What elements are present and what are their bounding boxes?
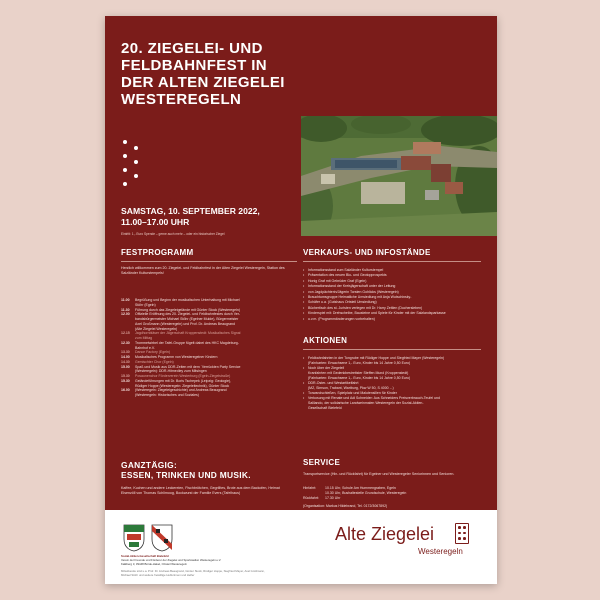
- program-row: [121, 298, 240, 302]
- verkauf-item-text: Informationsstand der Kreisjägerschaft unter der Leitung: [308, 284, 396, 289]
- verkauf-item-text: Büchertisch des st. Juristen verlegen mit Dr. Harry Zeitlen (Duchersleben): [308, 305, 423, 310]
- program-row: [121, 308, 240, 312]
- aktionen-item-text: (Fahrkarten: Erwachsene 1,- Euro, Kinder bis 14 Jahre 0,50 Euro): [308, 361, 411, 365]
- service-contact: (Organisation: Markus Hildebrand, Tel. 0172/3067892): [303, 504, 388, 508]
- program-text: Rüdiger Hoppe (Westeregeln: Ziegeleitechnik), Günter Stock: [135, 383, 230, 388]
- verkauf-item: [303, 268, 383, 273]
- service-label: Hinfahrt:: [303, 486, 317, 490]
- bullet-icon: •: [303, 381, 305, 385]
- aktionen-heading: AKTIONEN: [303, 336, 348, 345]
- verkauf-item: [303, 306, 422, 311]
- bullet-icon: •: [303, 311, 305, 316]
- poster-footer: [105, 510, 497, 584]
- service-text: 10.30 Uhr, Bushaltestelle Grundschule, Westeregeln: [325, 491, 407, 495]
- event-date-time: 11.00–17.00 UHR: [121, 217, 190, 227]
- program-text: Gemischter Chor (Egeln): [135, 359, 174, 364]
- aktionen-item: [303, 361, 410, 366]
- bullet-icon: •: [303, 284, 305, 289]
- program-text: Jagdhornbläser der Jägerschaft Kroppenstedt: Musikalisches Signal: [135, 331, 241, 336]
- aktionen-item-text: Torwandschießen, Spielplatz und Malutensilien für Kinder: [308, 391, 397, 395]
- program-text: Geländeführungen mit Dr. Boris Tschepek (Leipzig: Geologie),: [135, 378, 232, 383]
- program-row: [121, 327, 177, 331]
- program-time: 15.30: [121, 378, 130, 383]
- bullet-icon: •: [303, 273, 305, 278]
- brick-logo-icon: [455, 523, 469, 544]
- brand-subtitle: Westeregeln: [418, 547, 463, 556]
- program-text: Begrüßung und Beginn der musikalischen Unterhaltung mit Michael: [135, 298, 240, 302]
- ganztaegig-heading: [121, 460, 251, 480]
- program-row: [121, 322, 235, 326]
- service-text: 17.30 Uhr: [325, 496, 341, 500]
- program-row: [121, 365, 240, 369]
- program-text: (Westeregeln: Ziegeleigeschichte) und Andreas Beaugrand: [135, 388, 227, 393]
- bullet-icon: •: [303, 305, 305, 310]
- bullet-icon: •: [303, 391, 305, 395]
- verkauf-item: [303, 295, 411, 300]
- program-text: (Westeregeln: Historisches und Soziales): [135, 393, 199, 397]
- aktionen-item-text: Salilando, der solidarische Landweinmalen Westeregeln der Sozial-Aktien-: [308, 401, 424, 405]
- program-text: Spaß und Musik aus DDR-Zeiten mit dem ´Verrückten Party Service: [135, 364, 241, 369]
- verkauf-item-text: Kinderspiel mit: Drehscheibe, Bausteine und Spiele für Kinder mit der Salzlandsparkasse: [308, 311, 446, 316]
- bullet-icon: •: [303, 300, 305, 305]
- verkauf-item: [303, 273, 387, 278]
- program-time: 12.30: [121, 340, 130, 345]
- program-row: [121, 379, 231, 383]
- festprogramm-heading: FESTPROGRAMM: [121, 248, 194, 257]
- footer-org-line: Verein der Freunde und Förderer der Ziegelei und Sportstadion Westeregeln e.V.: [121, 558, 222, 562]
- divider: [303, 261, 481, 262]
- program-row: [121, 317, 238, 321]
- program-text: Dance Factory (Egeln): [135, 350, 171, 355]
- program-row: [121, 346, 155, 350]
- program-time: 12.00: [121, 312, 130, 317]
- service-intro: Transportservice (Hin- und Rückfahrt) für Egelner und Westeregeler Seniorinnen und Senioren.: [303, 472, 455, 476]
- program-row: [121, 393, 199, 397]
- ganztaegig-heading-line: ESSEN, TRINKEN UND MUSIK.: [121, 470, 251, 480]
- coat-of-arms-icon: [123, 524, 145, 552]
- title-line: 20. ZIEGELEI- UND: [121, 40, 263, 57]
- bullet-icon: •: [303, 295, 305, 299]
- verkauf-item-text: Informationsstand zum Salzländer Kulturstempel: [308, 268, 384, 272]
- program-row: [121, 341, 239, 345]
- aktionen-item-text: Kranfahrten mit Gedenkbestreitster Steffen Mund (Kroppenstedt): [308, 371, 409, 375]
- divider: [121, 261, 297, 262]
- verkauf-heading: VERKAUFS- UND INFOSTÄNDE: [303, 248, 431, 257]
- verkauf-item-text: Honig Graf mit Gebrüder Graf (Egeln): [308, 278, 367, 283]
- program-row: [121, 360, 174, 364]
- program-text: Posaunenchor Förderverein Westerburg (Egeln-Ziegelstraße): [135, 374, 231, 378]
- verkauf-item: [303, 284, 395, 289]
- program-text: zum Mittag: [135, 336, 153, 340]
- footer-org-line: Sozial-Aktien-Gesellschaft Bielefeld: [121, 554, 169, 558]
- verkauf-item-text: Präsentation des neuen Bio- und Geotopprospekts: [308, 273, 387, 278]
- aerial-photo: [301, 116, 497, 236]
- program-text: Axel Großmann (Westeregeln) und Prof. Dr. Andreas Beaugrand: [135, 321, 235, 326]
- service-row: [303, 486, 396, 490]
- footer-fine-line: Mitwirkende sind u.a. Prof. Dr. Andreas Beaugrand, Günter Stock, Rüdiger Hoppe, Siegfried Mayer, Axel Großmann,: [121, 569, 265, 573]
- aktionen-item: [303, 386, 394, 391]
- program-row: [121, 336, 152, 340]
- program-text: Trommelwirbel der Tafel-Gruppe fügelt dabei des HKC Magdeburg-: [135, 340, 239, 345]
- program-time: 11.30: [121, 307, 130, 312]
- aktionen-item-text: Feldbahnfahrten in der Tongrube mit Rüdiger Hoppe und Siegfried Mayer (Westeregeln): [308, 356, 445, 360]
- verkauf-item: [303, 300, 377, 305]
- program-row: [121, 312, 240, 316]
- title-line: WESTEREGELN: [121, 91, 242, 108]
- service-row: [303, 496, 340, 500]
- program-time: 15.00: [121, 364, 130, 369]
- program-time: 15.30: [121, 374, 130, 378]
- program-row: [121, 369, 207, 373]
- verkauf-item: [303, 311, 446, 316]
- aktionen-item-text: DDR-Oster- und Westartikelfahrt: [308, 381, 359, 385]
- program-row: [121, 331, 240, 335]
- divider: [303, 349, 481, 350]
- aerial-photo-illustration: [301, 116, 497, 236]
- program-row: [121, 303, 156, 307]
- service-row: [303, 491, 406, 495]
- program-text: Offizielle Eröffnung des 20. Ziegelei- und Feldbahnfestes durch Ver-: [135, 312, 241, 317]
- footer-fine-line: Michael Stöhr und weitere freiwillige Helferinnen und Helfer: [121, 573, 195, 577]
- aktionen-item: [303, 396, 440, 401]
- bullet-icon: •: [303, 278, 305, 283]
- program-text: Stöhr (Egeln): [135, 302, 156, 307]
- program-time: 11.00: [121, 298, 130, 302]
- bullet-icon: •: [303, 316, 305, 321]
- aktionen-item: [303, 356, 444, 361]
- festprogramm-intro: Herzlich willkommen zum 20. Ziegelei- und Feldbahnfest in der Alten Ziegelei Westeregeln, Station des Salzländer Kulturstempels!: [121, 266, 285, 276]
- program-time: 14.00: [121, 355, 130, 359]
- entry-fee-note: Eintritt: 1,- Euro Spende – gerne auch mehr – oder ein historischer Ziegel: [121, 232, 225, 236]
- ganztaegig-heading-line: GANZTÄGIG:: [121, 460, 178, 470]
- bullet-icon: •: [303, 356, 305, 360]
- aktionen-item-text: Noch über der Ziegelei!: [308, 366, 345, 370]
- event-poster: [105, 16, 497, 584]
- event-date: [121, 206, 260, 228]
- title-line: DER ALTEN ZIEGELEI: [121, 74, 285, 91]
- program-text: (Alte Ziegelei Westeregeln): [135, 326, 178, 331]
- program-text: bandsbürgermeister Michael Stöhr (Egelner Mulde), Bürgermeister: [135, 317, 239, 321]
- service-heading: SERVICE: [303, 458, 341, 467]
- service-label: Rückfahrt:: [303, 496, 319, 500]
- bullet-icon: •: [303, 396, 305, 400]
- bullet-icon: •: [303, 366, 305, 370]
- event-date-day: SAMSTAG, 10. SEPTEMBER 2022,: [121, 206, 260, 216]
- program-text: Bahnhof e.V.: [135, 345, 155, 350]
- verkauf-item-text: u.v.m. (Programmänderungen vorbehalten): [308, 316, 375, 321]
- program-time: 14.30: [121, 359, 130, 364]
- verkauf-item: [303, 317, 375, 322]
- program-text: (Westeregeln): DDR-Hitmedley zum Mitsingen: [135, 369, 207, 374]
- aktionen-item-text: (Fahrkarten: Erwachsene 1,- Euro, Kinder bis 14 Jahre 0,50 Euro): [308, 376, 411, 380]
- ganztaegig-text: Kaffee, Kuchen und andere Leckereien, Fischbrötchen, Gegrilltes, Brote aus dem Backofen, Heimat Eisenzöll von Thomas Schlimoog, Bockwurst der Familie Evers (Tafelhaus): [121, 486, 280, 496]
- program-text: Führung durch das Ziegeleigelände mit Günter Stock (Westeregeln): [135, 307, 240, 312]
- program-time: 16.00: [121, 388, 130, 393]
- verkauf-item-text: von Jagdpächterin/Jägerin Torsten Gohlicks (Westeregeln): [308, 289, 399, 294]
- aktionen-item: [303, 381, 359, 386]
- aktionen-item: [303, 401, 424, 406]
- title-line: FELDBAHNFEST IN: [121, 57, 267, 74]
- aktionen-item: [303, 366, 344, 371]
- program-row: [121, 384, 229, 388]
- program-row: [121, 350, 170, 354]
- aktionen-item: [303, 371, 408, 376]
- program-text: Musikalisches Programm von Westeregelner Kindern: [135, 355, 218, 359]
- verkauf-item: [303, 279, 366, 284]
- program-row: [121, 355, 217, 359]
- program-time: 12.15: [121, 331, 130, 336]
- footer-org-line: Kalkberg 3, 39448 Börde-Hakel, Ortsteil Westeregeln: [121, 562, 187, 566]
- aktionen-item: [303, 406, 342, 411]
- aktionen-item-text: Verkosung mit Renate und Adi Schneider: Aus Schneiders Preisverbrauch-Teufel und: [308, 396, 440, 400]
- aktionen-item: [303, 376, 410, 381]
- aktionen-item-text: (MZ, Simson, Trabant, Wartburg, Pkw W 50, S 4000 ...): [308, 386, 394, 390]
- dots-brick-icon: [123, 140, 149, 186]
- service-text: 10.15 Uhr, Schule Am Hummengraben, Egeln: [325, 486, 396, 490]
- verkauf-item-text: Schäfer u.a. (Gutshaus Ortsteil Umsiedlung): [308, 300, 377, 305]
- bullet-icon: •: [303, 289, 305, 294]
- program-row: [121, 388, 227, 392]
- verkauf-item: [303, 290, 399, 295]
- aktionen-item-text: Gesellschaft Bielefeld: [308, 406, 342, 410]
- program-time: 13.30: [121, 350, 130, 355]
- coat-of-arms-icon: [151, 524, 173, 552]
- verkauf-item-text: Brauchtumsgruppe Heimatliche Umsiedlung mit Anja Wutschinsky-: [308, 295, 412, 299]
- bullet-icon: •: [303, 268, 305, 272]
- poster-title: [121, 40, 301, 108]
- aktionen-item: [303, 391, 397, 396]
- brand-name: Alte Ziegelei: [335, 524, 435, 544]
- program-row: [121, 374, 230, 378]
